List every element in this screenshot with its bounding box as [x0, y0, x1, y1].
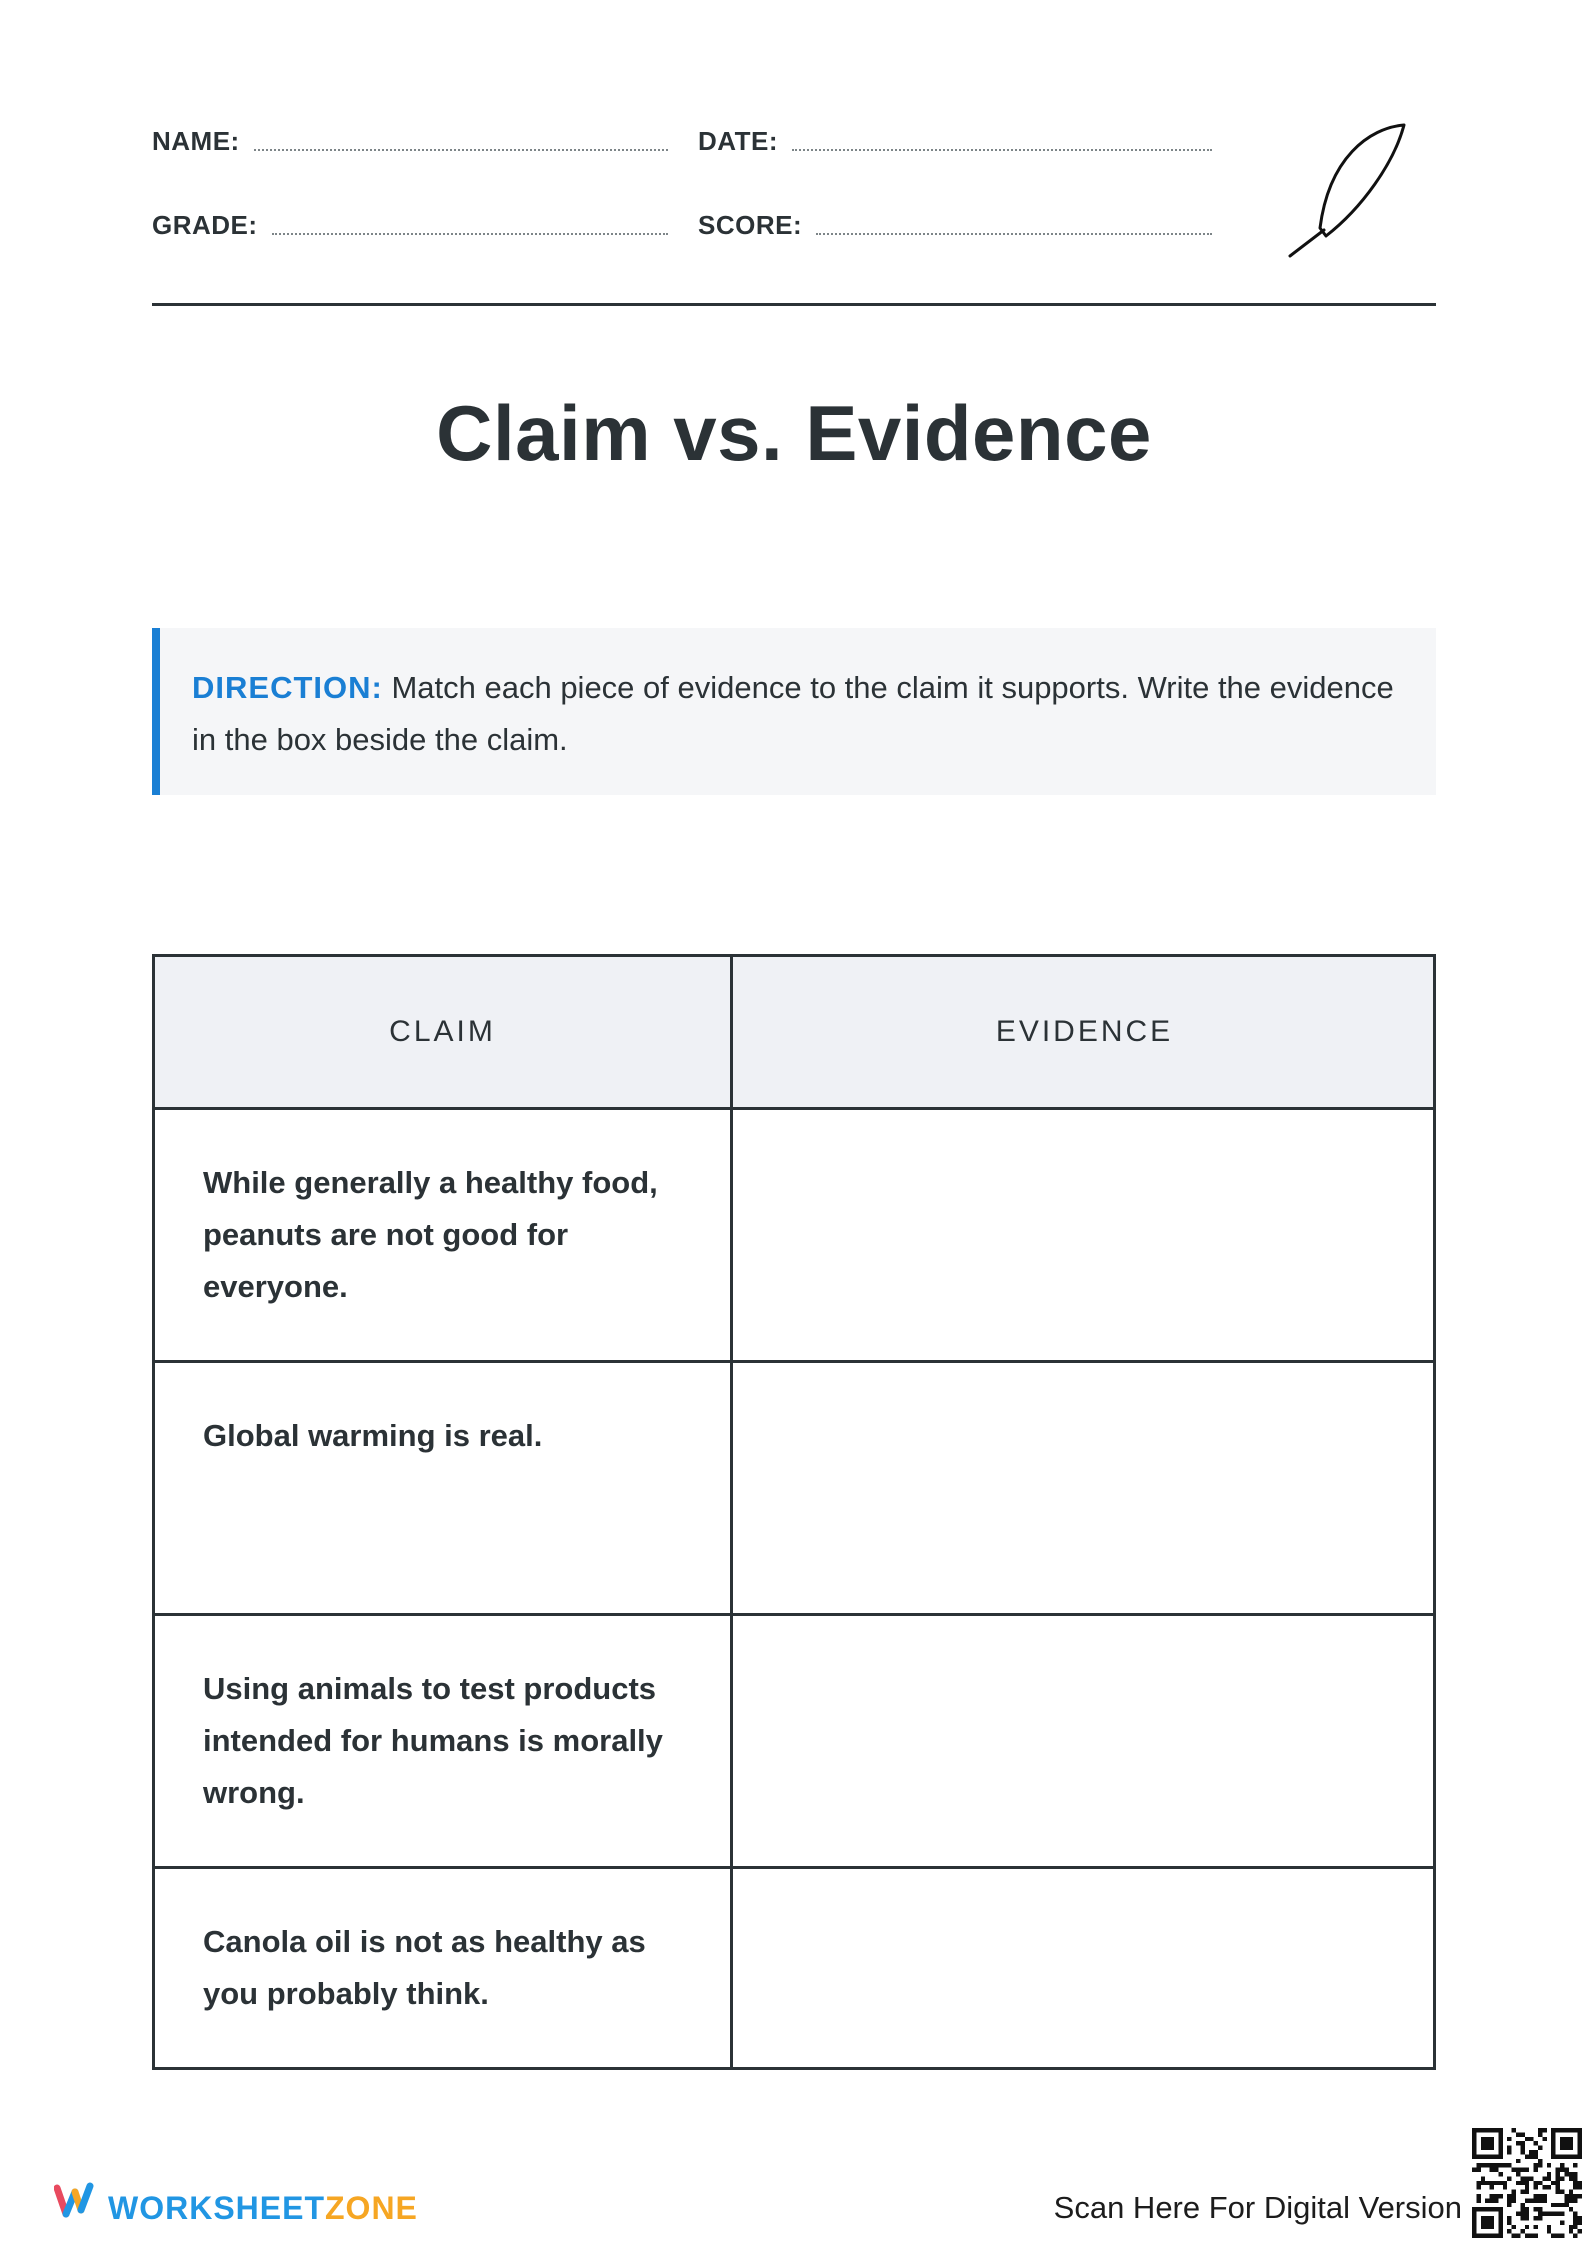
- name-field[interactable]: [152, 126, 668, 157]
- claim-cell-3: Using animals to test products intended for humans is morally wrong.: [203, 1671, 663, 1810]
- grade-write-line[interactable]: [272, 233, 668, 235]
- claim-cell-4: Canola oil is not as healthy as you probably think.: [203, 1924, 646, 2011]
- scan-caption: Scan Here For Digital Version: [1053, 2190, 1462, 2225]
- brand-part-worksheet: WORKSHEET: [108, 2190, 325, 2226]
- page-title: Claim vs. Evidence: [436, 389, 1152, 477]
- claim-evidence-table: [152, 954, 1436, 2070]
- evidence-box-4[interactable]: [733, 1869, 1436, 2067]
- date-write-line[interactable]: [792, 149, 1212, 151]
- column-header-evidence: EVIDENCE: [995, 1015, 1174, 1048]
- name-label: NAME:: [152, 126, 240, 156]
- name-write-line[interactable]: [254, 149, 668, 151]
- date-label: DATE:: [698, 126, 779, 156]
- brand-name[interactable]: [108, 2190, 418, 2227]
- score-label: SCORE:: [698, 210, 803, 240]
- column-header-claim: CLAIM: [389, 1015, 496, 1048]
- direction-text: Match each piece of evidence to the claim it supports. Write the evidence in the box beside the claim.: [192, 670, 1394, 757]
- score-field[interactable]: [698, 210, 1212, 241]
- evidence-box-2[interactable]: [733, 1363, 1436, 1613]
- claim-cell-2: Global warming is real.: [203, 1418, 543, 1453]
- claim-cell-1: While generally a healthy food, peanuts are not good for everyone.: [203, 1165, 658, 1304]
- brand-part-zone: ZONE: [325, 2190, 418, 2226]
- direction-box: [152, 628, 1436, 795]
- header-divider: [152, 303, 1436, 306]
- score-write-line[interactable]: [816, 233, 1212, 235]
- worksheetzone-logo-icon: [54, 2182, 94, 2220]
- qr-code-icon[interactable]: [1472, 2128, 1582, 2238]
- direction-label: DIRECTION:: [192, 670, 383, 705]
- grade-label: GRADE:: [152, 210, 258, 240]
- quill-icon: [1284, 118, 1412, 260]
- date-field[interactable]: [698, 126, 1212, 157]
- evidence-box-1[interactable]: [733, 1110, 1436, 1360]
- evidence-box-3[interactable]: [733, 1616, 1436, 1866]
- grade-field[interactable]: [152, 210, 668, 241]
